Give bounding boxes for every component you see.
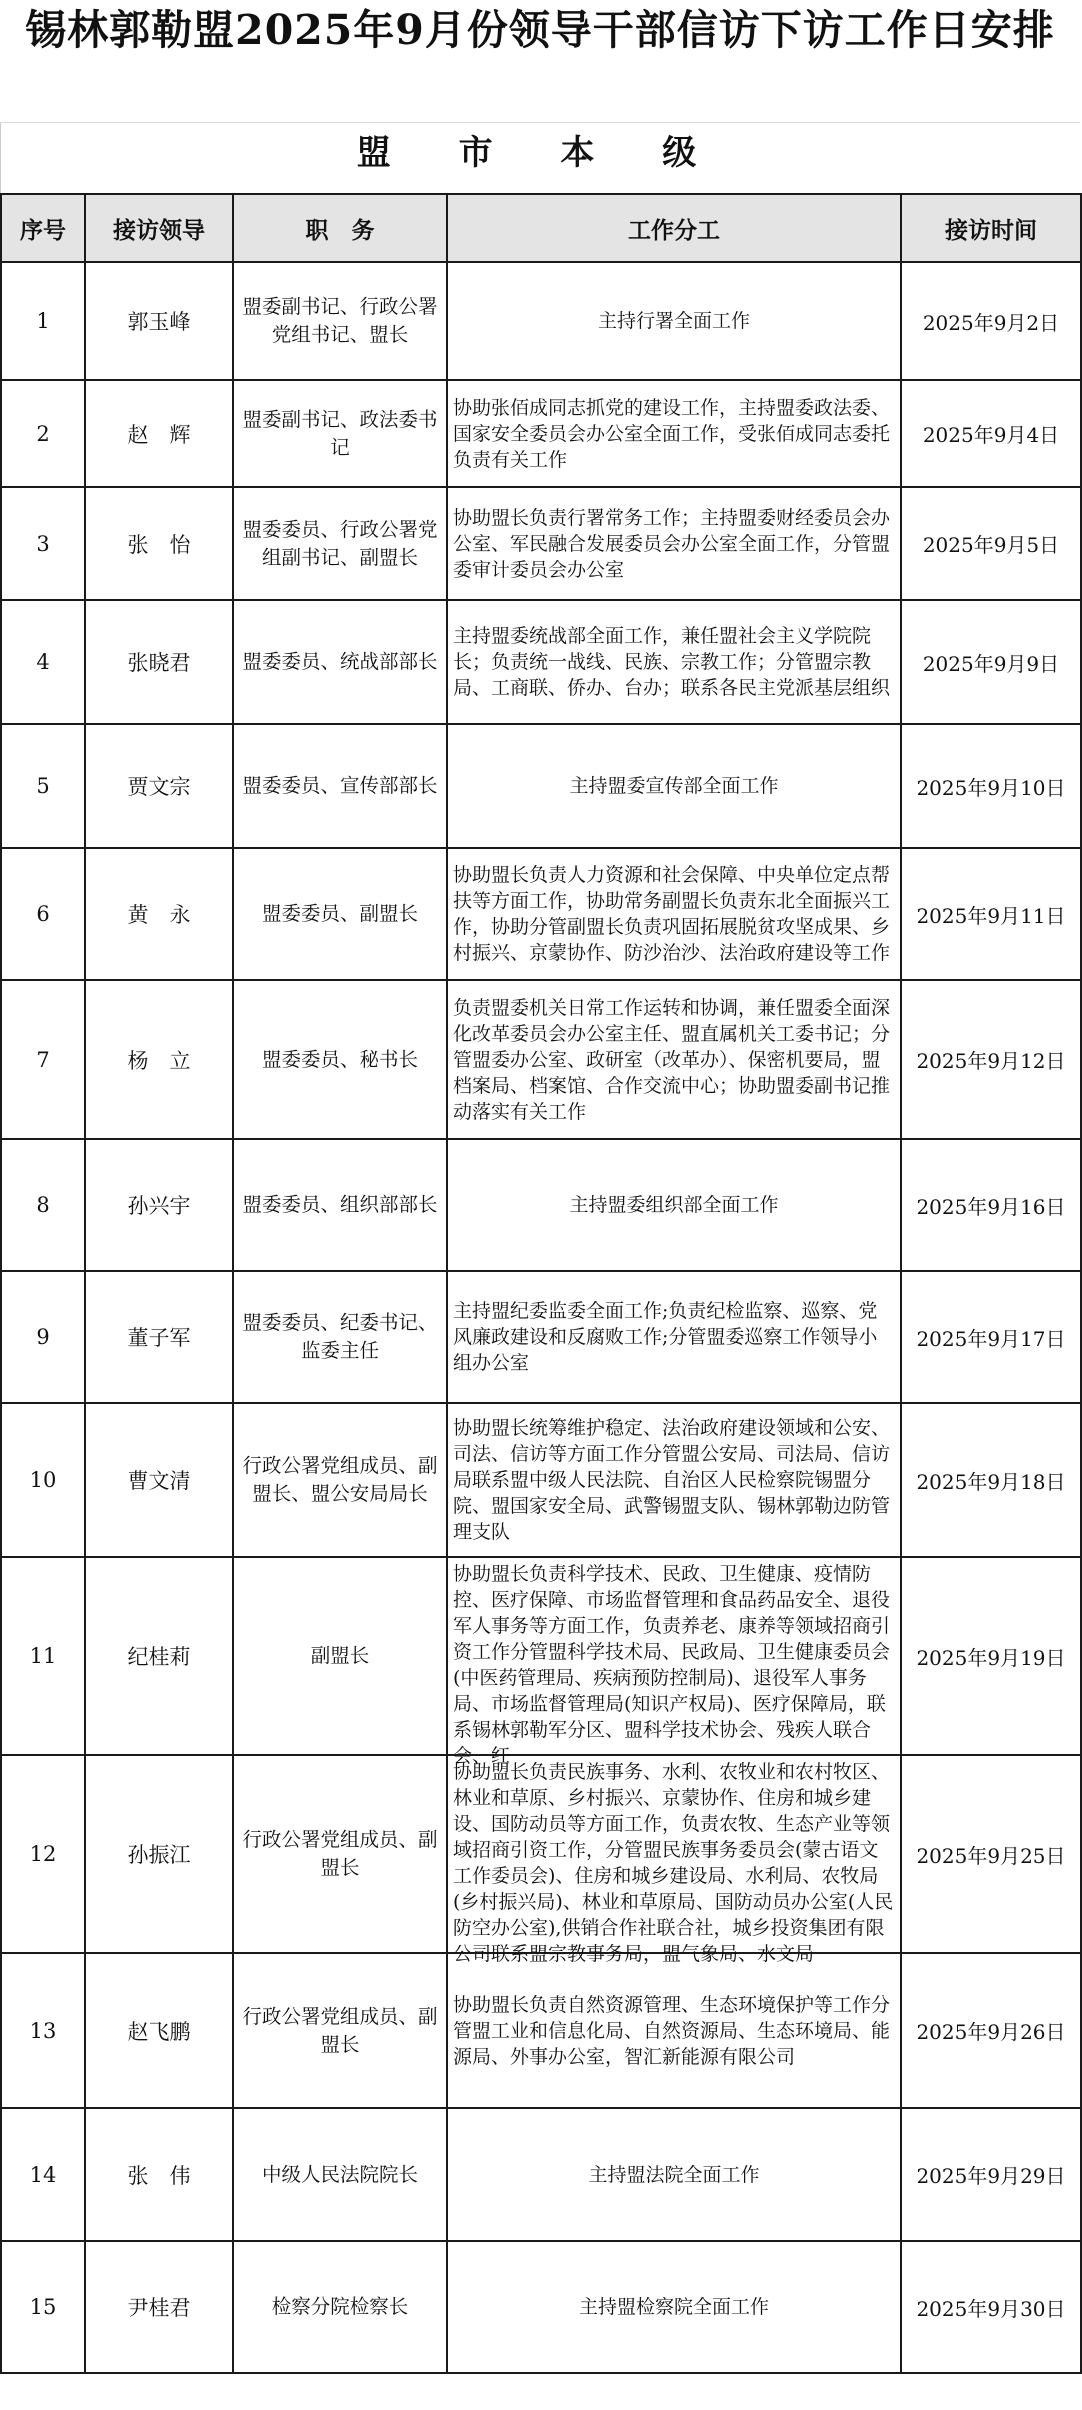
leader-position-text: 中级人民法院院长 xyxy=(261,2162,418,2186)
row-number xyxy=(1,848,85,980)
header-row xyxy=(1,194,1081,262)
work-duties xyxy=(447,487,901,600)
row-number-text: 5 xyxy=(36,774,50,798)
work-duties-text: 主持盟委组织部全面工作 xyxy=(569,1194,779,1216)
leader-position xyxy=(233,600,447,724)
leader-name-text: 赵 辉 xyxy=(127,422,191,447)
row-number-text: 8 xyxy=(36,1193,50,1217)
row-number-text: 14 xyxy=(29,2162,57,2187)
leader-position xyxy=(233,2241,447,2373)
work-duties-text: 主持盟委宣传部全面工作 xyxy=(569,775,779,797)
table-row xyxy=(1,1271,1081,1403)
leader-name-text: 孙振江 xyxy=(127,1843,191,1867)
work-duties xyxy=(447,1557,901,1767)
visit-date-text: 2025年9月30日 xyxy=(916,2296,1066,2321)
row-number xyxy=(1,724,85,848)
visit-date xyxy=(901,487,1081,600)
work-duties xyxy=(447,600,901,724)
leader-name xyxy=(85,2108,233,2241)
visit-date-text: 2025年9月25日 xyxy=(916,1843,1066,1868)
row-number xyxy=(1,487,85,600)
row-number xyxy=(1,600,85,724)
document-title: 锡林郭勒盟2025年9月份领导干部信访下访工作日安排 xyxy=(25,6,1055,54)
work-duties-text: 协助盟长负责行署常务工作；主持盟委财经委员会办公室、军民融合发展委员会办公室全面工作，分管盟委审计委员会办公室 xyxy=(453,506,891,581)
leader-name xyxy=(85,380,233,487)
leader-name-text: 黄 永 xyxy=(127,903,191,927)
work-duties-text: 协助盟长负责民族事务、水利、农牧业和农村牧区、林业和草原、乡村振兴、京蒙协作、住房和城乡建设、国防动员等方面工作，负责农牧、生态产业等领域招商引资工作，分管盟民族事务委员会(蒙古语文工作委员会)、住房和城乡建设局、水利局、农牧局(乡村振兴局)、林业和草原局、国防动员办公室(人民防空办公室),供销合作社联合社，城乡投资集团有限公司联系盟宗教事务局，盟气象局、水文局 xyxy=(453,1761,894,1965)
table-row xyxy=(1,262,1081,380)
work-duties xyxy=(447,380,901,487)
table-row xyxy=(1,1953,1081,2108)
work-duties-text: 负责盟委机关日常工作运转和协调，兼任盟委全面深化改革委员会办公室主任、盟直属机关工委书记；分管盟委办公室、政研室（改革办）、保密机要局，盟档案局、档案馆、合作交流中心；协助盟委副书记推动落实有关工作 xyxy=(453,996,891,1123)
table-row xyxy=(1,2241,1081,2373)
row-number-text: 2 xyxy=(36,421,50,446)
work-duties xyxy=(447,1953,901,2108)
visit-date-text: 2025年9月9日 xyxy=(922,651,1060,676)
visit-date xyxy=(901,1557,1081,1755)
visit-date xyxy=(901,380,1081,487)
section-subtitle: 盟 市 本 级 xyxy=(0,123,1080,193)
table-row xyxy=(1,380,1081,487)
visit-date xyxy=(901,724,1081,848)
leader-name xyxy=(85,600,233,724)
leader-name-text: 尹桂君 xyxy=(127,2296,191,2320)
work-duties-text: 主持行署全面工作 xyxy=(597,310,750,332)
work-duties-text: 主持盟委统战部全面工作，兼任盟社会主义学院院长；负责统一战线、民族、宗教工作；分管盟宗教局、工商联、侨办、台办；联系各民主党派基层组织 xyxy=(453,625,891,699)
work-duties-text: 主持盟检察院全面工作 xyxy=(578,2296,769,2318)
row-number-text: 3 xyxy=(36,531,50,556)
leader-name xyxy=(85,848,233,980)
leader-position xyxy=(233,1139,447,1271)
visit-date xyxy=(901,1139,1081,1271)
table-row xyxy=(1,1557,1081,1755)
leader-position-text: 副盟长 xyxy=(310,1644,370,1667)
leader-position xyxy=(233,262,447,380)
table-row xyxy=(1,980,1081,1139)
work-duties-text: 协助张佰成同志抓党的建设工作，主持盟委政法委、国家安全委员会办公室全面工作，受张佰成同志委托负责有关工作 xyxy=(453,396,891,471)
leader-position-text: 盟委委员、统战部部长 xyxy=(242,650,438,673)
visit-date-text: 2025年9月19日 xyxy=(916,1645,1066,1670)
visit-date xyxy=(901,848,1081,980)
visit-date-text: 2025年9月4日 xyxy=(922,423,1060,447)
visit-date-text: 2025年9月16日 xyxy=(916,1194,1066,1219)
table-row xyxy=(1,487,1081,600)
leader-name-text: 张 怡 xyxy=(127,532,191,557)
row-number-text: 13 xyxy=(29,2018,57,2043)
visit-date-text: 2025年9月11日 xyxy=(916,903,1066,928)
row-number-text: 11 xyxy=(29,1644,57,1668)
row-number xyxy=(1,1953,85,2108)
visit-date xyxy=(901,262,1081,380)
visit-date-text: 2025年9月29日 xyxy=(916,2164,1066,2188)
row-number-text: 4 xyxy=(36,650,50,674)
row-number-text: 12 xyxy=(29,1842,57,1866)
leader-position xyxy=(233,1403,447,1557)
row-number-text: 9 xyxy=(36,1325,50,1349)
leader-position-text: 盟委委员、组织部部长 xyxy=(242,1193,438,1216)
leader-position xyxy=(233,1557,447,1755)
visit-date-text: 2025年9月2日 xyxy=(922,310,1060,335)
table-row xyxy=(1,600,1081,724)
leader-position xyxy=(233,1953,447,2108)
leader-position-text: 行政公署党组成员、副盟长、盟公安局局长 xyxy=(242,1454,438,1505)
leader-position-text: 盟委委员、行政公署党组副书记、副盟长 xyxy=(242,517,438,569)
row-number xyxy=(1,2241,85,2373)
work-duties-text: 协助盟长负责自然资源管理、生态环境保护等工作分管盟工业和信息化局、自然资源局、生态环境局、能源局、外事办公室，智汇新能源有限公司 xyxy=(453,1993,891,2068)
visit-date-text: 2025年9月12日 xyxy=(916,1049,1066,1073)
leader-name xyxy=(85,1403,233,1557)
header-number: 序号 xyxy=(1,194,85,262)
row-number xyxy=(1,1403,85,1557)
leader-name xyxy=(85,262,233,380)
work-duties xyxy=(447,2241,901,2373)
row-number xyxy=(1,1139,85,1271)
leader-position xyxy=(233,2108,447,2241)
leader-position-text: 行政公署党组成员、副盟长 xyxy=(242,2004,438,2056)
leader-name-text: 曹文清 xyxy=(127,1469,191,1493)
leader-name xyxy=(85,1953,233,2108)
row-number xyxy=(1,1271,85,1403)
table-row xyxy=(1,1139,1081,1271)
work-duties xyxy=(447,724,901,848)
visit-date-text: 2025年9月5日 xyxy=(922,533,1060,557)
work-duties xyxy=(447,2108,901,2241)
leader-name xyxy=(85,724,233,848)
leader-position xyxy=(233,487,447,600)
visit-date xyxy=(901,1271,1081,1403)
row-number xyxy=(1,380,85,487)
leader-name xyxy=(85,1755,233,1953)
row-number-text: 10 xyxy=(29,1468,57,1492)
leader-name-text: 张晓君 xyxy=(127,651,191,675)
schedule-table xyxy=(0,193,1082,2374)
table-row xyxy=(1,724,1081,848)
leader-position xyxy=(233,1755,447,1953)
leader-position-text: 盟委委员、副盟长 xyxy=(261,902,418,925)
visit-date-text: 2025年9月26日 xyxy=(916,2020,1066,2044)
work-duties xyxy=(447,980,901,1139)
leader-name xyxy=(85,1139,233,1271)
leader-position xyxy=(233,848,447,980)
leader-position xyxy=(233,1271,447,1403)
table-row xyxy=(1,848,1081,980)
row-number-text: 7 xyxy=(36,1047,50,1072)
visit-date xyxy=(901,2108,1081,2241)
visit-date-text: 2025年9月10日 xyxy=(916,775,1066,800)
row-number xyxy=(1,262,85,380)
leader-name xyxy=(85,1557,233,1755)
visit-date xyxy=(901,600,1081,724)
work-duties xyxy=(447,848,901,980)
leader-position-text: 盟委委员、宣传部部长 xyxy=(242,774,438,797)
leader-position-text: 盟委委员、秘书长 xyxy=(261,1047,418,1071)
leader-name-text: 贾文宗 xyxy=(127,775,191,799)
table-row xyxy=(1,1403,1081,1557)
header-position: 职 务 xyxy=(233,194,447,262)
visit-date xyxy=(901,1403,1081,1557)
leader-name xyxy=(85,1271,233,1403)
work-duties xyxy=(447,1755,901,1965)
work-duties xyxy=(447,1271,901,1403)
leader-name-text: 孙兴宇 xyxy=(127,1194,191,1218)
row-number xyxy=(1,2108,85,2241)
row-number xyxy=(1,1557,85,1755)
header-date: 接访时间 xyxy=(901,194,1081,262)
leader-name-text: 纪桂莉 xyxy=(127,1645,191,1669)
leader-name-text: 杨 立 xyxy=(127,1048,191,1073)
table-row xyxy=(1,2108,1081,2241)
visit-date xyxy=(901,2241,1081,2373)
leader-name-text: 张 伟 xyxy=(127,2163,191,2188)
leader-position xyxy=(233,380,447,487)
leader-position-text: 行政公署党组成员、副盟长 xyxy=(242,1828,438,1879)
work-duties-text: 协助盟长统筹维护稳定、法治政府建设领域和公安、司法、信访等方面工作分管盟公安局、司法局、信访局联系盟中级人民法院、自治区人民检察院锡盟分院、盟国家安全局、武警锡盟支队、锡林郭勒边防管理支队 xyxy=(453,1417,891,1543)
work-duties-text: 主持盟法院全面工作 xyxy=(588,2163,760,2186)
leader-position-text: 盟委副书记、行政公署党组书记、盟长 xyxy=(242,295,438,346)
row-number-text: 6 xyxy=(36,902,50,926)
header-leader: 接访领导 xyxy=(85,194,233,262)
leader-name-text: 赵飞鹏 xyxy=(127,2019,191,2044)
work-duties xyxy=(447,262,901,380)
visit-date xyxy=(901,1953,1081,2108)
leader-name-text: 郭玉峰 xyxy=(127,310,191,334)
work-duties xyxy=(447,1139,901,1271)
table-row xyxy=(1,1755,1081,1953)
leader-name xyxy=(85,2241,233,2373)
row-number xyxy=(1,980,85,1139)
work-duties-text: 协助盟长负责人力资源和社会保障、中央单位定点帮扶等方面工作，协助常务副盟长负责东北全面振兴工作，协助分管副盟长负责巩固拓展脱贫攻坚成果、乡村振兴、京蒙协作、防沙治沙、法治政府建设等工作 xyxy=(453,864,891,964)
leader-position-text: 盟委副书记、政法委书记 xyxy=(242,407,438,459)
leader-position-text: 检察分院检察长 xyxy=(271,2295,409,2318)
visit-date xyxy=(901,1755,1081,1953)
leader-position xyxy=(233,980,447,1139)
leader-position-text: 盟委委员、纪委书记、监委主任 xyxy=(242,1311,438,1362)
leader-name xyxy=(85,980,233,1139)
work-duties-text: 协助盟长负责科学技术、民政、卫生健康、疫情防控、医疗保障、市场监督管理和食品药品安全、退役军人事务等方面工作，负责养老、康养等领域招商引资工作分管盟科学技术局、民政局、卫生健康委员会(中医药管理局、疾病预防控制局)、退役军人事务局、市场监督管理局(知识产权局)、医疗保障局，联系锡林郭勒军分区、盟科学技术协会、残疾人联合会、红 xyxy=(453,1563,891,1767)
visit-date-text: 2025年9月17日 xyxy=(916,1326,1066,1351)
visit-date-text: 2025年9月18日 xyxy=(916,1469,1066,1494)
leader-name xyxy=(85,487,233,600)
work-duties-text: 主持盟纪委监委全面工作;负责纪检监察、巡察、党风廉政建设和反腐败工作;分管盟委巡察工作领导小组办公室 xyxy=(453,1300,878,1374)
row-number xyxy=(1,1755,85,1953)
leader-position xyxy=(233,724,447,848)
row-number-text: 1 xyxy=(36,309,50,333)
leader-name-text: 董子军 xyxy=(127,1326,191,1350)
visit-date xyxy=(901,980,1081,1139)
row-number-text: 15 xyxy=(29,2295,57,2319)
work-duties xyxy=(447,1403,901,1557)
header-duties: 工作分工 xyxy=(447,194,901,262)
